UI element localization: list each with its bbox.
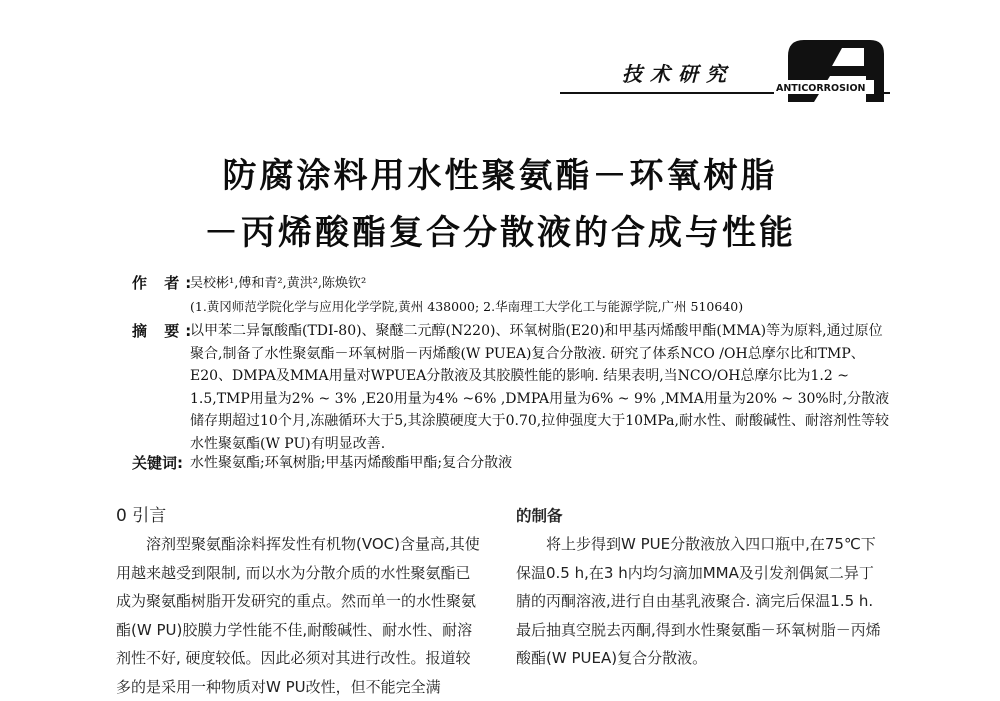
introduction-paragraph: 溶剂型聚氨酯涂料挥发性有机物(VOC)含量高,其使用越来越受到限制, 而以水为分散介质的水性聚氨酯已成为聚氨酯树脂开发研究的重点。然而单一的水性聚氨酯(W PU)胶膜力学性能不佳,耐酸碱性、耐水性、耐溶剂性不好, 硬度较低。因此必须对其进行改性。报道较多的是采用一种物质对W PU改性，但不能完全满 xyxy=(116,535,480,696)
section-heading-preparation: 的制备 xyxy=(516,507,563,525)
left-column xyxy=(116,502,481,701)
preparation-paragraph: 将上步得到W PUE分散液放入四口瓶中,在75℃下保温0.5 h,在3 h内均匀滴加MMA及引发剂偶氮二异丁腈的丙酮溶液,进行自由基乳液聚合. 滴完后保温1.5 h. 最后抽真空脱去丙酮,得到水性聚氨酯－环氧树脂－丙烯酸酯(W PUEA)复合分散液。 xyxy=(516,535,881,667)
keywords-text: 水性聚氨酯;环氧树脂;甲基丙烯酸酯甲酯;复合分散液 xyxy=(190,455,513,471)
title-line-1: 防腐涂料用水性聚氨酯－环氧树脂 xyxy=(222,156,778,196)
abstract-text: 以甲苯二异氰酸酯(TDI-80)、聚醚二元醇(N220)、环氧树脂(E20)和甲基丙烯酸甲酯(MMA)等为原料,通过原位聚合,制备了水性聚氨酯－环氧树脂－丙烯酸(W PUEA)复合分散液. 研究了体系NCO /OH总摩尔比和TMP、E20、DMPA及MMA用量对WPUEA分散液及其胶膜性能的影响. 结果表明,当NCO/OH总摩尔比为1.2 ~ 1.5,TMP用量为2% ~ 3% ,E20用量为4% ~6% ,DMPA用量为6% ~ 9% ,MMA用量为20% ~ 30%时,分散液储存期超过10个月,冻融循环大于5,其涂膜硬度大于0.70,拉伸强度大于10MPa,耐水性、耐酸碱性、耐溶剂性等较水性聚氨酯(W PU)有明显改善. xyxy=(190,323,890,452)
keywords-label: 关键词: xyxy=(132,454,183,472)
abstract-label: 摘 要: xyxy=(132,322,198,340)
author-names: 吴校彬¹,傅和青²,黄洪²,陈焕钦² xyxy=(190,276,367,291)
svg-text:ANTICORROSION: ANTICORROSION xyxy=(776,83,866,94)
right-column xyxy=(516,502,886,673)
title-line-2: －丙烯酸酯复合分散液的合成与性能 xyxy=(204,213,796,253)
author-affiliation: (1.黄冈师范学院化学与应用化学学院,黄州 438000; 2.华南理工大学化工与能源学院,广州 510640) xyxy=(190,299,744,314)
authors-label: 作 者: xyxy=(132,274,198,292)
anticorrosion-logo xyxy=(770,36,888,106)
section-heading-introduction: 0 引言 xyxy=(116,506,167,526)
section-label: 技术研究 xyxy=(622,62,734,86)
